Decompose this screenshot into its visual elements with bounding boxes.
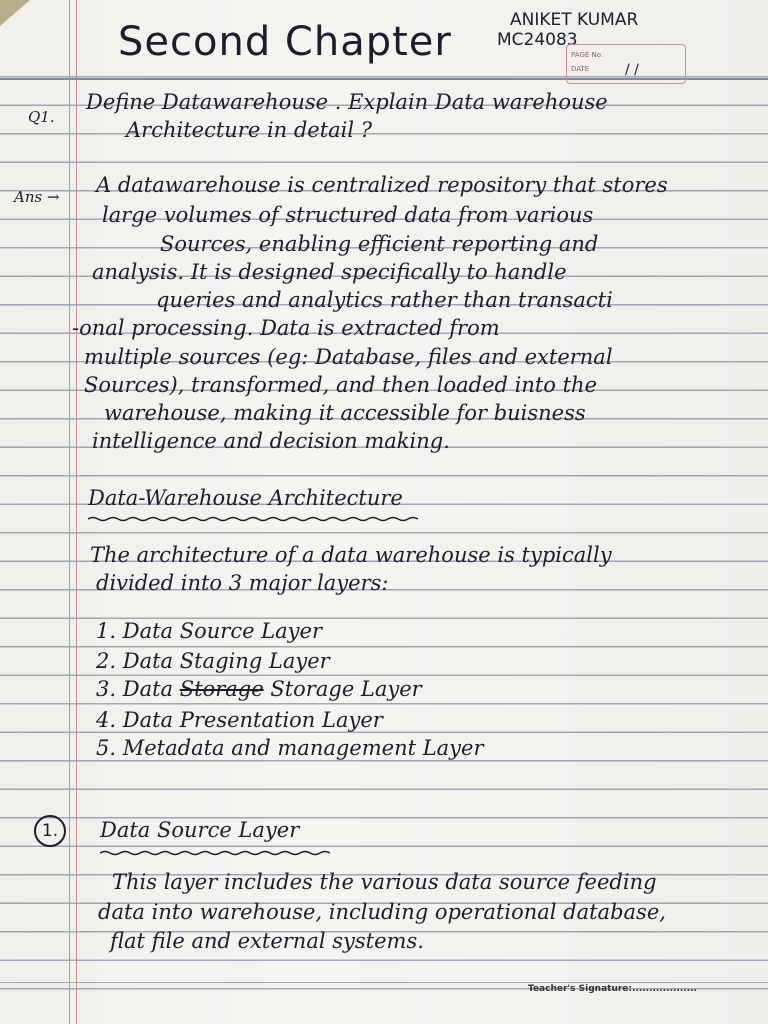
architecture-intro: divided into 3 major layers: (96, 571, 389, 595)
answer-line: analysis. It is designed specifically to handle (92, 260, 567, 284)
layer-name: Data (122, 677, 174, 701)
author-name: ANIKET KUMAR (510, 10, 639, 30)
answer-line: -onal processing. Data is extracted from (72, 316, 500, 340)
layer-item (96, 738, 484, 759)
layer-item (96, 651, 330, 672)
architecture-heading: Data-Warehouse Architecture (88, 486, 403, 510)
layer-name-rest: Storage Layer (270, 677, 422, 701)
chapter-title: Second Chapter (118, 19, 452, 65)
question-line-1: Define Datawarehouse . Explain Data warehouse (86, 90, 608, 114)
page-corner-fold (0, 0, 30, 26)
layer-item (96, 679, 422, 700)
question-line-2: Architecture in detail ? (126, 118, 373, 142)
section-line: flat file and external systems. (110, 929, 424, 953)
margin-line (69, 0, 70, 1024)
page-date-stamp (566, 44, 686, 84)
question-label: Q1. (28, 108, 55, 126)
footer-rule (0, 982, 768, 983)
answer-line: warehouse, making it accessible for buisness (104, 401, 586, 425)
section-squiggle-underline (100, 850, 330, 856)
layer-number: 2. (96, 649, 117, 673)
date-value: / / (625, 62, 639, 78)
answer-line: Sources, enabling efficient reporting and (160, 232, 599, 256)
layer-number: 5. (96, 736, 117, 760)
answer-line: large volumes of structured data from various (102, 203, 594, 227)
answer-line: A datawarehouse is centralized repository that stores (96, 173, 668, 197)
answer-line: multiple sources (eg: Database, files and external (84, 345, 613, 369)
section-line: This layer includes the various data source feeding (112, 870, 657, 894)
section-line: data into warehouse, including operational database, (98, 900, 666, 924)
answer-line: queries and analytics rather than transacti (156, 288, 613, 312)
page-number-label: PAGE No. (571, 51, 604, 59)
answer-line: Sources), transformed, and then loaded into the (84, 373, 598, 397)
architecture-intro: The architecture of a data warehouse is typically (90, 543, 612, 567)
layer-item (96, 621, 322, 642)
heading-squiggle-underline (88, 516, 418, 522)
layer-name: Data Source Layer (122, 619, 322, 643)
layer-name: Metadata and management Layer (122, 736, 484, 760)
layer-number: 4. (96, 708, 117, 732)
answer-label: Ans → (14, 188, 60, 206)
layer-number: 3. (96, 677, 117, 701)
layer-number: 1. (96, 619, 117, 643)
section-heading: Data Source Layer (100, 818, 300, 842)
layer-name: Data Staging Layer (122, 649, 330, 673)
teacher-signature-label: Teacher's Signature:................... (528, 984, 697, 994)
layer-item (96, 710, 383, 731)
answer-line: intelligence and decision making. (92, 429, 450, 453)
roll-number: MC24083 (497, 30, 578, 50)
margin-line-inner (76, 0, 77, 1024)
layer-name: Data Presentation Layer (122, 708, 383, 732)
struck-word: Storage (179, 677, 264, 701)
date-label: DATE (571, 65, 590, 73)
section-number-circle: 1. (34, 815, 66, 847)
